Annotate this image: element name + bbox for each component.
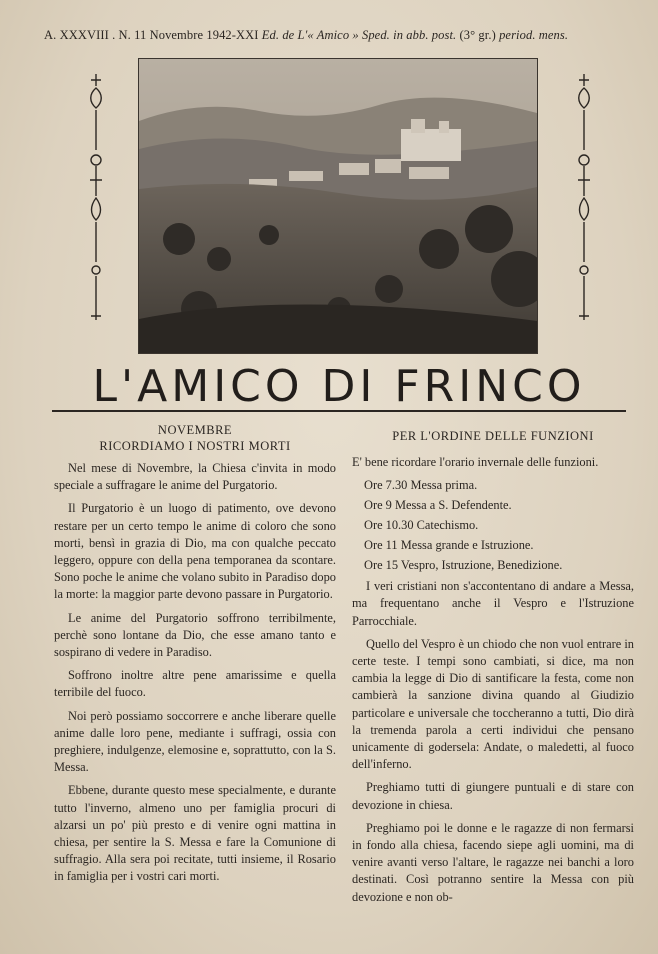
functions-intro: E' bene ricordare l'orario invernale delle funzioni. (352, 455, 599, 469)
article-paragraph: Preghiamo tutti di giungere puntuali e di stare con devozione in chiesa. (352, 780, 634, 812)
schedule-item: Ore 11 Messa grande e Istruzione. (364, 538, 534, 553)
postal-info: Sped. in abb. post. (361, 28, 457, 42)
periodicity: period. mens. (499, 28, 569, 42)
schedule-list (352, 477, 634, 573)
right-ornament-icon (574, 70, 594, 330)
functions-heading: PER L'ORDINE DELLE FUNZIONI (392, 429, 594, 443)
village-landscape-image (139, 59, 537, 353)
article-paragraph: Soffrono inoltre altre pene amarissime e quella terribile del fuoco. (54, 668, 336, 700)
article-paragraph: Ebbene, durante questo mese specialmente, e durante tutto l'inverno, almeno uno per famiglia procuri di alzarsi un po' più presto e di venire ogni mattina in chiesa, per sentire la S. Messa e fare la Comunione di suffragio. Alla sera poi recitate, tutti insieme, il Rosario in famiglia per i vostri cari morti. (54, 783, 336, 884)
article-paragraph: I veri cristiani non s'accontentano di andare a Messa, ma frequentano anche il Vespro e l'Istruzione Parrocchiale. (352, 579, 634, 628)
schedule-item: Ore 15 Vespro, Istruzione, Benedizione. (364, 558, 563, 573)
left-ornament-icon (86, 70, 106, 330)
issue-info: A. XXXVIII . N. 11 Novembre 1942-XXI (44, 28, 259, 42)
article-paragraph: Noi però possiamo soccorrere e anche liberare quelle anime dalle loro pene, mediante i suffragi, ossia con preghiere, indulgenze, elemosine e, soprattutto, con la S. Messa. (54, 708, 336, 775)
edition-info: Ed. de L'« Amico » (261, 28, 359, 42)
left-column-article (54, 422, 336, 892)
article-paragraph: Il Purgatorio è un luogo di patimento, ove devono restare per un certo tempo le anime di coloro che sono morti, bensì in grazia di Dio, ma con qualche peccato leggero, oppure con della pena temporanea da scontare. Sono poche le anime che volano subito in Paradiso dopo la morte: la maggior parte devono passare in Purgatorio. (54, 501, 336, 602)
right-column-article (352, 422, 634, 912)
schedule-item: Ore 9 Messa a S. Defendente. (364, 498, 512, 513)
village-photograph (138, 58, 538, 354)
schedule-item: Ore 10.30 Catechismo. (364, 518, 479, 533)
masthead (44, 28, 634, 43)
article-paragraph: Preghiamo poi le donne e le ragazze di non fermarsi in fondo alla chiesa, facendo siepe agli uomini, ma di venire avanti verso l'altare, le ragazze nei banchi a loro destinati. Così potranno sentire la Messa con più devozione e non ob- (352, 820, 634, 904)
article-paragraph: Quello del Vespro è un chiodo che non vuol entrare in certe teste. I tempi sono cambiati, si dice, ma non cambia la legge di Dio di santificare la festa, come non cambierà la sanzione divina quando al Giudizio particolare e universale che toccheranno a tutti, Dio dirà la tremenda parola a certi individui che pensano unicamente di godersela: Andate, o maledetti, al fuoco dell'inferno. (352, 636, 634, 772)
newsletter-title: L'AMICO DI FRINCO (92, 361, 586, 412)
article-heading: RICORDIAMO I NOSTRI MORTI (99, 439, 291, 453)
article-paragraph: Nel mese di Novembre, la Chiesa c'invita in modo speciale a suffragare le anime del Purgatorio. (54, 461, 336, 493)
schedule-item: Ore 7.30 Messa prima. (364, 478, 478, 493)
article-heading-month: NOVEMBRE (157, 423, 233, 437)
postal-group: (3° gr.) (459, 28, 496, 42)
article-paragraph: Le anime del Purgatorio soffrono terribilmente, perchè sono lontane da Dio, che esse amano tanto e sospirano di vedere in Paradiso. (54, 610, 336, 660)
title-rule (52, 410, 626, 412)
